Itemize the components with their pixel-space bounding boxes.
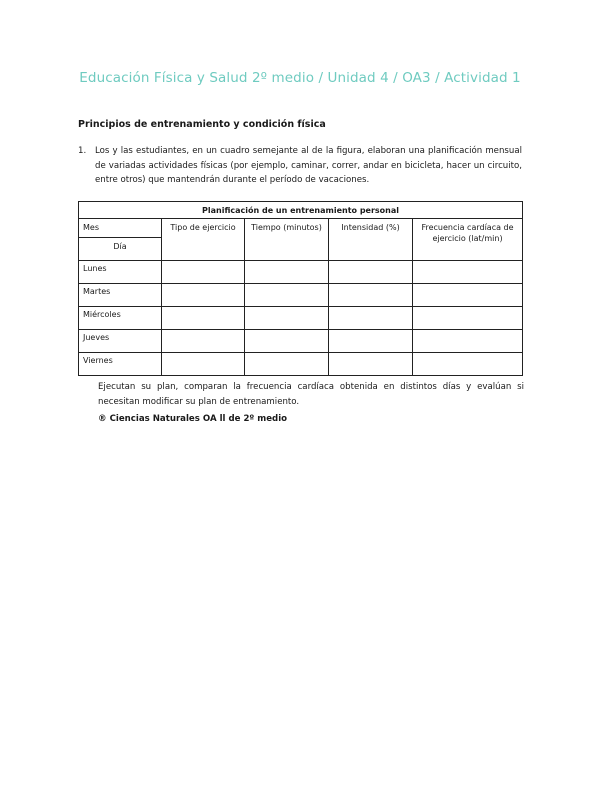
table-row [79,307,523,330]
table-cell[interactable] [413,261,523,284]
table-cell[interactable] [329,353,413,376]
training-plan-table [78,201,523,376]
table-cell[interactable] [162,261,245,284]
column-header-heart-rate: Frecuencia cardíaca de ejercicio (lat/min) [413,219,523,261]
table-cell[interactable] [329,330,413,353]
mes-dia-header-cell [79,219,162,261]
table-cell[interactable] [329,307,413,330]
curriculum-reference: ® Ciencias Naturales OA ll de 2º medio [98,414,288,424]
table-cell[interactable] [162,330,245,353]
table-cell[interactable] [329,261,413,284]
day-label-monday: Lunes [79,261,162,284]
activity-item [78,144,522,188]
table-row [79,330,523,353]
column-header-time: Tiempo (minutos) [245,219,329,261]
page-header-title: Educación Física y Salud 2º medio / Unidad 4 / OA3 / Actividad 1 [79,70,521,86]
training-plan-table-wrapper [78,201,522,376]
day-label-wednesday: Miércoles [79,307,162,330]
column-header-exercise-type: Tipo de ejercicio [162,219,245,261]
day-label-thursday: Jueves [79,330,162,353]
table-header-row [79,219,523,261]
table-cell[interactable] [245,330,329,353]
item-text: Los y las estudiantes, en un cuadro semejante al de la figura, elaboran una planificación mensual de variadas actividades físicas (por ejemplo, caminar, correr, andar en bicicleta, hacer un circuito, entre otros) que mantendrán durante el período de vacaciones. [95,146,522,185]
table-cell[interactable] [245,284,329,307]
table-row [79,261,523,284]
column-header-intensity: Intensidad (%) [329,219,413,261]
day-label-tuesday: Martes [79,284,162,307]
table-cell[interactable] [413,284,523,307]
table-cell[interactable] [329,284,413,307]
table-cell[interactable] [245,261,329,284]
table-cell[interactable] [245,353,329,376]
table-cell[interactable] [413,353,523,376]
table-cell[interactable] [162,284,245,307]
follow-up-text: Ejecutan su plan, comparan la frecuencia cardíaca obtenida en distintos días y evalúan si necesitan modificar su plan de entrenamiento. [98,382,524,407]
mes-dia-divider [79,237,161,238]
table-caption: Planificación de un entrenamiento personal [79,202,523,219]
dia-label: Día [113,242,127,251]
mes-label: Mes [83,223,99,232]
table-cell[interactable] [245,307,329,330]
table-row [79,284,523,307]
day-label-friday: Viernes [79,353,162,376]
table-cell[interactable] [413,330,523,353]
table-row [79,353,523,376]
table-cell[interactable] [162,353,245,376]
section-title: Principios de entrenamiento y condición física [78,119,326,130]
table-cell[interactable] [162,307,245,330]
table-cell[interactable] [413,307,523,330]
item-number: 1. [78,146,87,156]
